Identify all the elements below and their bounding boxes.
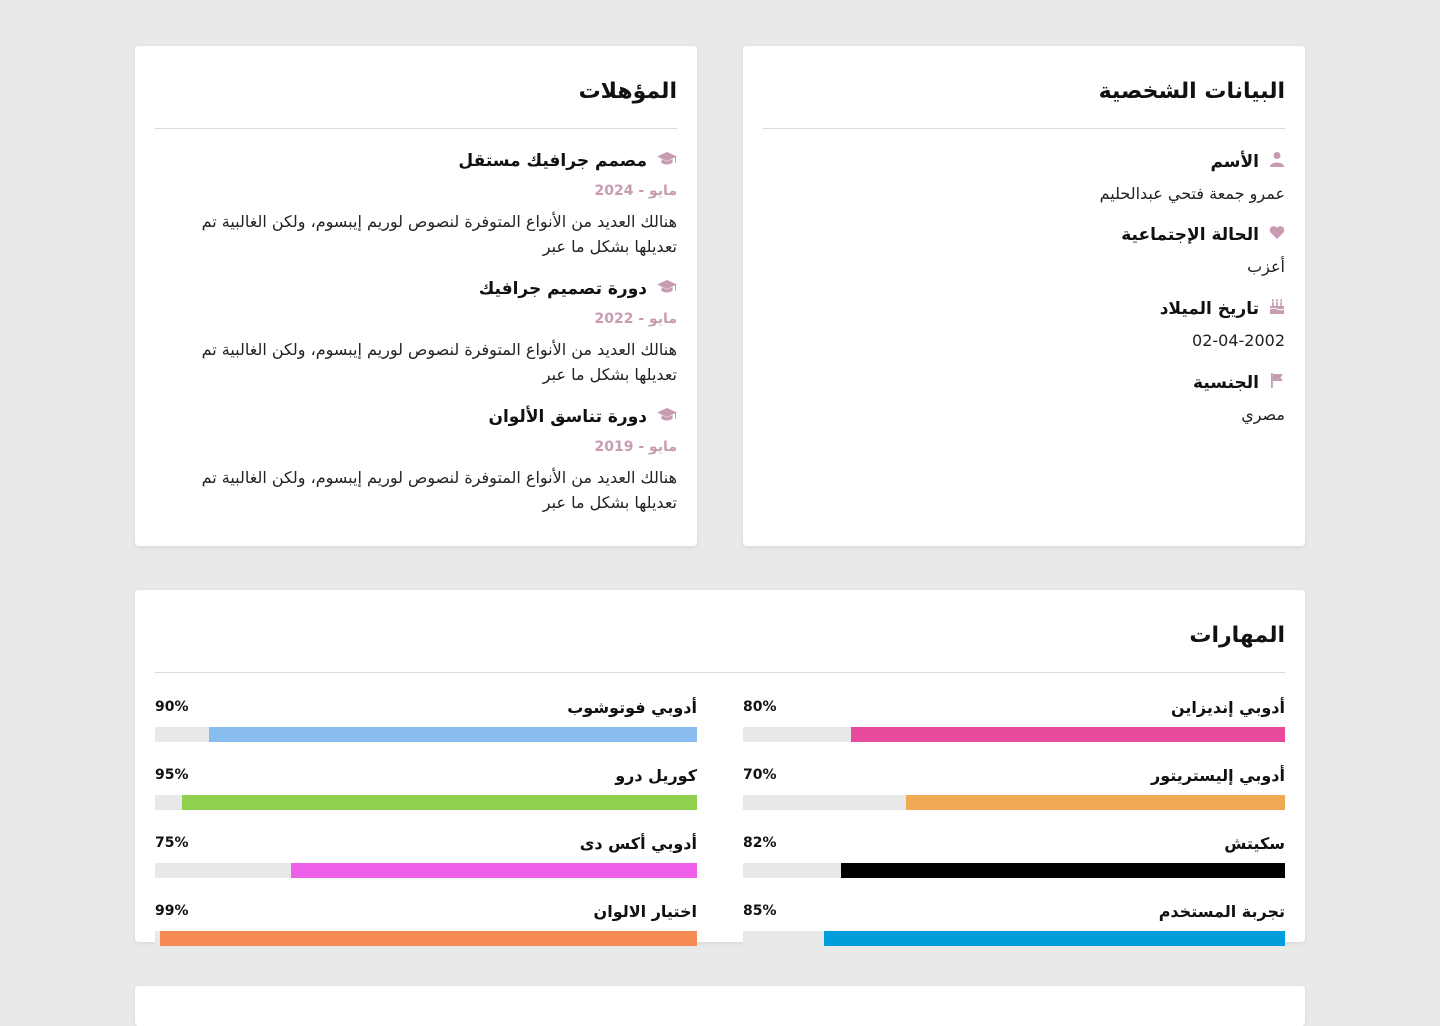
skill-item bbox=[155, 693, 697, 761]
field-nationality-value: مصري bbox=[1241, 405, 1285, 424]
field-name-label: الأسم bbox=[1210, 151, 1259, 172]
field-birthdate bbox=[763, 298, 1285, 350]
skill-item bbox=[743, 693, 1285, 761]
qualification-description: هنالك العديد من الأنواع المتوفرة لنصوص لوريم إيبسوم، ولكن الغالبية تم تعديلها بشكل ما عبر bbox=[201, 340, 677, 384]
skill-bar-fill bbox=[841, 863, 1285, 878]
skill-percent: 70% bbox=[743, 767, 777, 783]
qualification-item bbox=[155, 279, 677, 387]
skill-bar-track bbox=[743, 863, 1285, 878]
graduation-cap-icon bbox=[657, 151, 677, 171]
skill-bar-track bbox=[743, 795, 1285, 810]
skill-bar-fill bbox=[824, 931, 1285, 946]
skill-name: كوريل درو bbox=[615, 765, 697, 785]
skill-percent: 85% bbox=[743, 903, 777, 919]
skill-percent: 80% bbox=[743, 699, 777, 715]
skill-name: اختيار الالوان bbox=[593, 901, 697, 921]
field-name-value: عمرو جمعة فتحي عبدالحليم bbox=[1099, 184, 1285, 203]
field-nationality bbox=[763, 372, 1285, 424]
skill-bar-fill bbox=[906, 795, 1285, 810]
skill-header bbox=[155, 829, 697, 857]
qualification-date: مايو - 2019 bbox=[594, 439, 677, 455]
qualification-item bbox=[155, 151, 677, 259]
user-icon bbox=[1269, 151, 1285, 172]
skill-percent: 99% bbox=[155, 903, 189, 919]
qualification-date: مايو - 2022 bbox=[594, 311, 677, 327]
skill-name: تجربة المستخدم bbox=[1158, 901, 1285, 921]
qualification-description: هنالك العديد من الأنواع المتوفرة لنصوص لوريم إيبسوم، ولكن الغالبية تم تعديلها بشكل ما عبر bbox=[201, 212, 677, 256]
skill-percent: 95% bbox=[155, 767, 189, 783]
skill-item bbox=[743, 829, 1285, 897]
personal-info-card bbox=[743, 46, 1305, 546]
skill-header bbox=[743, 693, 1285, 721]
field-birthdate-label: تاريخ الميلاد bbox=[1159, 298, 1259, 319]
field-nationality-label-row bbox=[763, 372, 1285, 393]
qualification-title: دورة تصميم جرافيك bbox=[478, 279, 647, 299]
qualification-item bbox=[155, 407, 677, 515]
flag-icon bbox=[1269, 372, 1285, 393]
skill-header bbox=[743, 761, 1285, 789]
qualification-head bbox=[155, 279, 677, 299]
skill-bar-track bbox=[743, 931, 1285, 946]
field-nationality-label: الجنسية bbox=[1193, 372, 1259, 393]
field-birthdate-label-row bbox=[763, 298, 1285, 319]
field-marital-status-label-row bbox=[763, 225, 1285, 245]
skills-title: المهارات bbox=[155, 610, 1285, 673]
field-marital-status-value: أعزب bbox=[1247, 257, 1285, 276]
skill-bar-fill bbox=[182, 795, 697, 810]
skill-header bbox=[743, 897, 1285, 925]
skill-item bbox=[743, 897, 1285, 965]
skill-percent: 75% bbox=[155, 835, 189, 851]
skill-item bbox=[155, 761, 697, 829]
field-marital-status bbox=[763, 225, 1285, 276]
skill-item bbox=[155, 897, 697, 965]
field-marital-status-label: الحالة الإجتماعية bbox=[1121, 225, 1259, 245]
skill-name: أدوبي أكس دى bbox=[579, 833, 697, 853]
qualifications-title: المؤهلات bbox=[155, 66, 677, 129]
skill-item bbox=[743, 761, 1285, 829]
skill-header bbox=[155, 897, 697, 925]
skills-grid bbox=[155, 693, 1285, 965]
field-name bbox=[763, 151, 1285, 203]
skill-name: أدوبي فوتوشوب bbox=[567, 697, 697, 717]
skill-name: أدوبي إليستريتور bbox=[1151, 765, 1285, 785]
qualification-head bbox=[155, 151, 677, 171]
skill-bar-track bbox=[155, 931, 697, 946]
next-section-card bbox=[135, 986, 1305, 1026]
skill-header bbox=[155, 693, 697, 721]
skill-name: سكيتش bbox=[1224, 833, 1285, 853]
field-birthdate-value: 02-04-2002 bbox=[1192, 331, 1285, 350]
qualification-head bbox=[155, 407, 677, 427]
skill-item bbox=[155, 829, 697, 897]
skill-bar-track bbox=[155, 863, 697, 878]
skill-name: أدوبي إنديزاين bbox=[1171, 697, 1285, 717]
qualification-date: مايو - 2024 bbox=[594, 183, 677, 199]
qualification-title: مصمم جرافيك مستقل bbox=[458, 151, 647, 171]
graduation-cap-icon bbox=[657, 279, 677, 299]
graduation-cap-icon bbox=[657, 407, 677, 427]
skill-header bbox=[743, 829, 1285, 857]
skill-bar-track bbox=[155, 727, 697, 742]
skill-percent: 82% bbox=[743, 835, 777, 851]
qualification-title: دورة تناسق الألوان bbox=[488, 407, 647, 427]
skill-header bbox=[155, 761, 697, 789]
skill-bar-fill bbox=[209, 727, 697, 742]
personal-info-title: البيانات الشخصية bbox=[763, 66, 1285, 129]
skill-bar-fill bbox=[160, 931, 697, 946]
skill-percent: 90% bbox=[155, 699, 189, 715]
skill-bar-track bbox=[743, 727, 1285, 742]
skills-card bbox=[135, 590, 1305, 942]
heart-icon bbox=[1269, 225, 1285, 245]
field-name-label-row bbox=[763, 151, 1285, 172]
skill-bar-track bbox=[155, 795, 697, 810]
cake-icon bbox=[1269, 298, 1285, 319]
qualifications-card bbox=[135, 46, 697, 546]
qualification-description: هنالك العديد من الأنواع المتوفرة لنصوص لوريم إيبسوم، ولكن الغالبية تم تعديلها بشكل ما عبر bbox=[201, 468, 677, 512]
skill-bar-fill bbox=[851, 727, 1285, 742]
skill-bar-fill bbox=[291, 863, 698, 878]
